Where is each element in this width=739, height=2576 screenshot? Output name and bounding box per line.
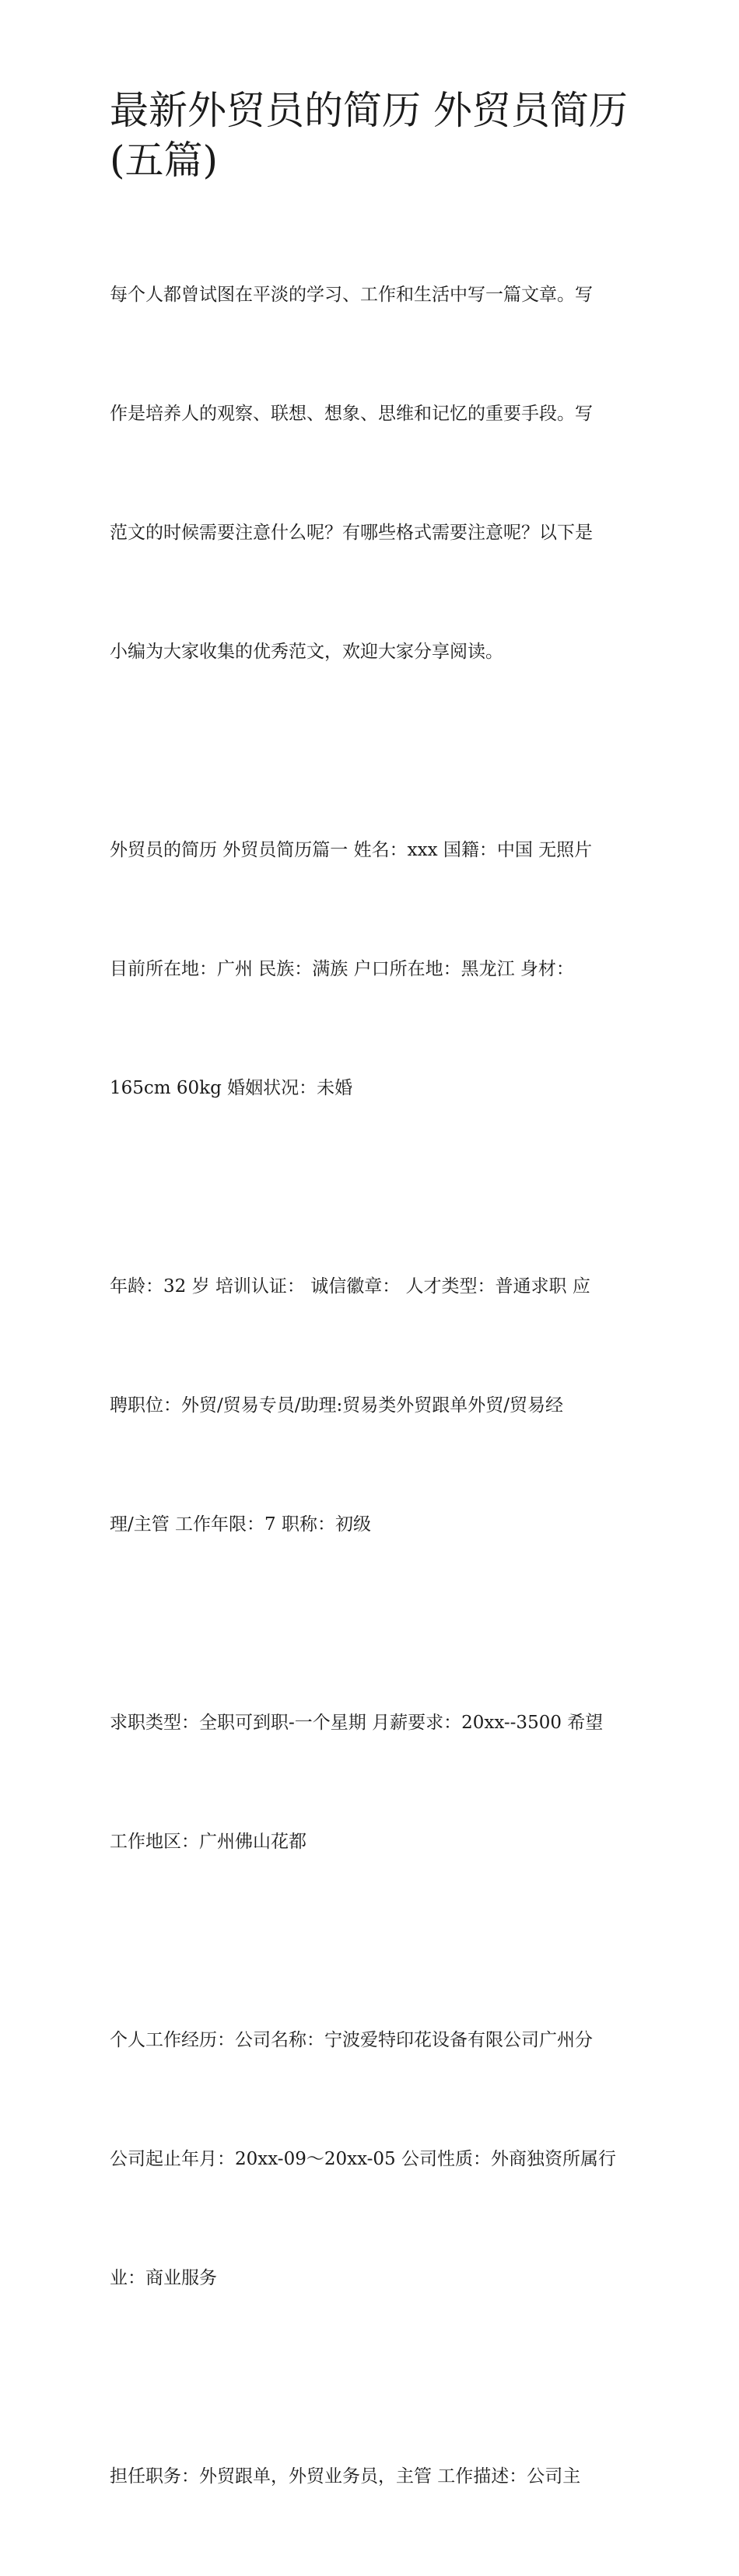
paragraph-job-info — [110, 1188, 634, 1624]
text-line: 工作地区：广州佛山花都 — [110, 1832, 306, 1852]
text-line: 目前所在地：广州 民族：满族 户口所在地：黑龙江 身材： — [110, 959, 574, 979]
text-line: 165cm 60kg 婚姻状况：未婚 — [110, 1078, 353, 1098]
paragraph-intro — [110, 196, 634, 751]
paragraph-job-type — [110, 1624, 634, 1941]
text-line: 公司起止年月：20xx-09～20xx-05 公司性质：外商独资所属行 — [110, 2149, 616, 2169]
title-line: 最新外贸员的简历 外贸员简历 — [110, 88, 628, 133]
text-line: 每个人都曾试图在平淡的学习、工作和生活中写一篇文章。写 — [110, 285, 593, 305]
text-line: 作是培养人的观察、联想、想象、思维和记忆的重要手段。写 — [110, 404, 593, 424]
paragraph-position — [110, 2378, 634, 2576]
text-line: 求职类型：全职可到职-一个星期 月薪要求：20xx--3500 希望 — [110, 1713, 604, 1733]
text-line: 聘职位：外贸/贸易专员/助理:贸易类外贸跟单外贸/贸易经 — [110, 1395, 563, 1416]
text-line: 理/主管 工作年限：7 职称：初级 — [110, 1514, 372, 1535]
text-line: 个人工作经历：公司名称：宁波爱特印花设备有限公司广州分 — [110, 2030, 593, 2050]
title-line: (五篇) — [110, 138, 219, 183]
text-line: 范文的时候需要注意什么呢？有哪些格式需要注意呢？以下是 — [110, 523, 593, 543]
paragraph-work-experience — [110, 1941, 634, 2378]
text-line: 小编为大家收集的优秀范文，欢迎大家分享阅读。 — [110, 642, 503, 662]
text-line: 年龄：32 岁 培训认证： 诚信徽章： 人才类型：普通求职 应 — [110, 1276, 590, 1297]
document-title — [110, 86, 634, 185]
paragraph-basic-info — [110, 751, 634, 1188]
text-line: 业：商业服务 — [110, 2268, 217, 2288]
text-line: 担任职务：外贸跟单，外贸业务员，主管 工作描述：公司主 — [110, 2466, 581, 2487]
text-line: 外贸员的简历 外贸员简历篇一 姓名：xxx 国籍：中国 无照片 — [110, 840, 593, 860]
